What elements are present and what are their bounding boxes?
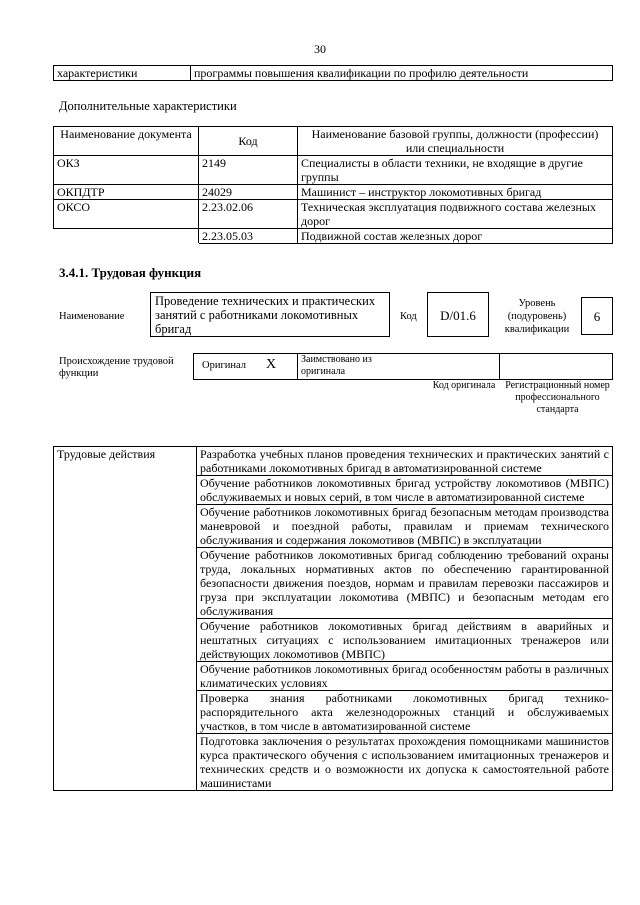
divider xyxy=(297,354,298,379)
labor-action: Обучение работников локомотивных бригад действиям в аварийных и нештатных ситуациях с использованием имитационных тренажеров или действующих локомотивов (МВПС) xyxy=(197,619,613,662)
labor-action: Подготовка заключения о результатах прохождения помощниками машинистов курса практического обучения с использованием имитационных тренажеров и технических средств и о возможности их допуска к самостоятельной работе машинистами xyxy=(197,734,613,791)
level-value: 6 xyxy=(581,297,613,335)
function-code: D/01.6 xyxy=(427,292,489,337)
table-row xyxy=(54,447,613,476)
code-cell: 2.23.02.06 xyxy=(199,200,298,229)
name-cell: Подвижной состав железных дорог xyxy=(298,229,613,244)
origin-label: Происхождение трудовой функции xyxy=(59,356,174,379)
name-cell: Техническая эксплуатация подвижного состава железных дорог xyxy=(298,200,613,229)
name-cell: Машинист – инструктор локомотивных бригад xyxy=(298,185,613,200)
labor-actions-label: Трудовые действия xyxy=(54,447,197,791)
labor-action: Проверка знания работниками локомотивных бригад технико-распорядительного акта железнодорожных станций и обслуживаемых участков, в том числе в автоматизированной системе xyxy=(197,691,613,734)
top-table-cell: программы повышения квалификации по профилю деятельности xyxy=(191,66,613,81)
doc-cell xyxy=(54,229,199,244)
original-mark: X xyxy=(266,357,277,372)
origin-box xyxy=(193,353,613,380)
document-table xyxy=(53,126,613,244)
divider xyxy=(499,354,500,379)
registration-caption: Регистрационный номер профессионального стандарта xyxy=(505,380,610,415)
name-label: Наименование xyxy=(59,311,125,322)
function-name: Проведение технических и практических занятий с работниками локомотивных бригад xyxy=(150,292,390,337)
original-label: Оригинал xyxy=(202,360,246,371)
code-original-caption: Код оригинала xyxy=(432,380,496,391)
top-table-cell: характеристики xyxy=(54,66,191,81)
labor-action: Разработка учебных планов проведения технических и практических занятий с работниками локомотивных бригад в автоматизированной системе xyxy=(197,447,613,476)
level-label: Уровень (подуровень) квалификации xyxy=(504,298,570,335)
labor-actions-table xyxy=(53,446,613,791)
header-doc: Наименование документа xyxy=(54,127,199,156)
doc-cell: ОКПДТР xyxy=(54,185,199,200)
code-cell: 2.23.05.03 xyxy=(199,229,298,244)
table-row xyxy=(54,156,613,185)
labor-action: Обучение работников локомотивных бригад особенностям работы в различных климатических условиях xyxy=(197,662,613,691)
table-row xyxy=(54,200,613,229)
header-name: Наименование базовой группы, должности (профессии) или специальности xyxy=(298,127,613,156)
section-title: 3.4.1. Трудовая функция xyxy=(59,265,202,280)
labor-action: Обучение работников локомотивных бригад устройству локомотивов (МВПС) обслуживаемых и новых серий, в том числе в автоматизированной системе xyxy=(197,476,613,505)
top-table xyxy=(53,65,613,81)
additional-title: Дополнительные характеристики xyxy=(59,99,237,113)
table-row xyxy=(54,185,613,200)
code-cell: 24029 xyxy=(199,185,298,200)
header-code: Код xyxy=(199,127,298,156)
doc-cell: ОКСО xyxy=(54,200,199,229)
code-label: Код xyxy=(400,311,417,322)
name-cell: Специалисты в области техники, не входящие в другие группы xyxy=(298,156,613,185)
doc-cell: ОКЗ xyxy=(54,156,199,185)
page-number: 30 xyxy=(314,42,326,56)
labor-action: Обучение работников локомотивных бригад безопасным методам производства маневровой и поездной работы, правилам и приемам технического обслуживания и содержания локомотивов (МВПС) в эксплуатации xyxy=(197,505,613,548)
code-cell: 2149 xyxy=(199,156,298,185)
labor-action: Обучение работников локомотивных бригад соблюдению требований охраны труда, локальных нормативных актов по обеспечению гарантированной безопасности движения поездов, нормам и правилам перевозки пассажиров и груза при эксплуатации локомотива (МВПС) и безопасным методам его обслуживания xyxy=(197,548,613,619)
table-row xyxy=(54,229,613,244)
borrowed-label: Заимствовано из оригинала xyxy=(301,354,372,377)
